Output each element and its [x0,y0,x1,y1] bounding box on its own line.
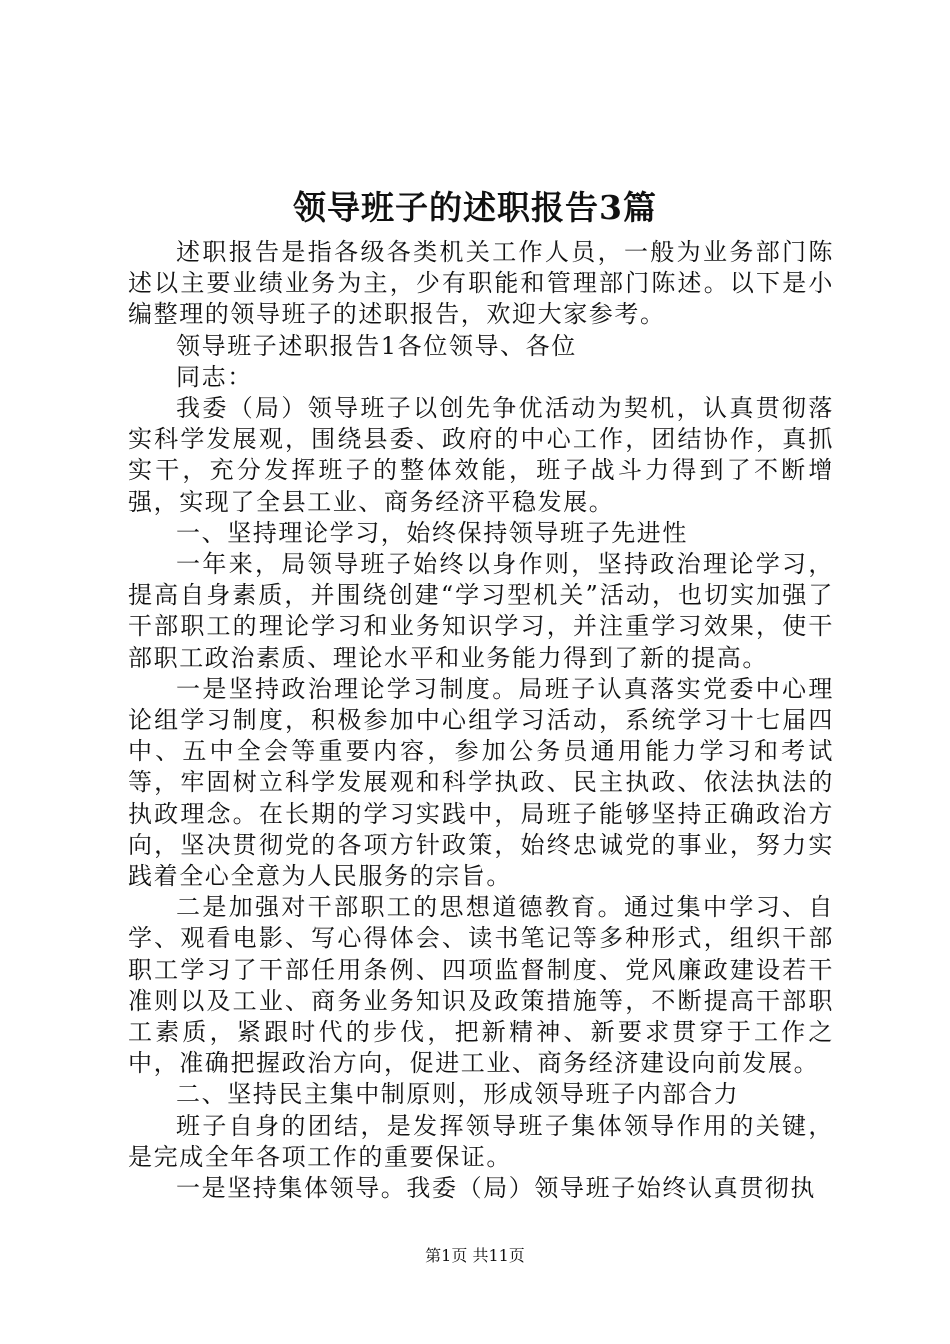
document-title: 领导班子的述职报告3篇 [293,188,657,227]
paragraph-point-1: 一是坚持政治理论学习制度。局班子认真落实党委中心理论组学习制度，积极参加中心组学习活动，系统学习十七届四中、五中全会等重要内容，参加公务员通用能力学习和考试等，牢固树立科学发展观和科学执政、民主执政、依法执法的执政理念。在长期的学习实践中，局班子能够坚持正确政治方向，坚决贯彻党的各项方针政策，始终忠诚党的事业，努力实践着全心全意为人民服务的宗旨。 [128,674,834,891]
paragraph-unity: 班子自身的团结，是发挥领导班子集体领导作用的关键，是完成全年各项工作的重要保证。 [128,1111,834,1171]
paragraph-salutation: 同志： [176,362,253,391]
section-heading-2: 二、坚持民主集中制原则，形成领导班子内部合力 [176,1080,740,1109]
paragraph-overview: 我委（局）领导班子以创先争优活动为契机，认真贯彻落实科学发展观，围绕县委、政府的中心工作，团结协作，真抓实干，充分发挥班子的整体效能，班子战斗力得到了不断增强，实现了全县工业、商务经济平稳发展。 [128,394,834,516]
paragraph-collective: 一是坚持集体领导。我委（局）领导班子始终认真贯彻执 [176,1174,816,1203]
paragraph-report-heading: 领导班子述职报告1各位领导、各位 [176,331,577,360]
section-heading-1: 一、坚持理论学习，始终保持领导班子先进性 [176,518,688,547]
page-footer: 第1页 共11页 [425,1246,525,1265]
document-body [128,237,834,1204]
paragraph-study: 一年来，局领导班子始终以身作则，坚持政治理论学习，提高自身素质，并围绕创建“学习型机关”活动，也切实加强了干部职工的理论学习和业务知识学习，并注重学习效果，使干部职工政治素质、理论水平和业务能力得到了新的提高。 [128,550,834,672]
paragraph-intro: 述职报告是指各级各类机关工作人员，一般为业务部门陈述以主要业绩业务为主，少有职能和管理部门陈述。以下是小编整理的领导班子的述职报告，欢迎大家参考。 [128,238,834,329]
paragraph-point-2: 二是加强对干部职工的思想道德教育。通过集中学习、自学、观看电影、写心得体会、读书笔记等多种形式，组织干部职工学习了干部任用条例、四项监督制度、党风廉政建设若干准则以及工业、商务业务知识及政策措施等，不断提高干部职工素质，紧跟时代的步伐，把新精神、新要求贯穿于工作之中，准确把握政治方向，促进工业、商务经济建设向前发展。 [128,893,834,1078]
